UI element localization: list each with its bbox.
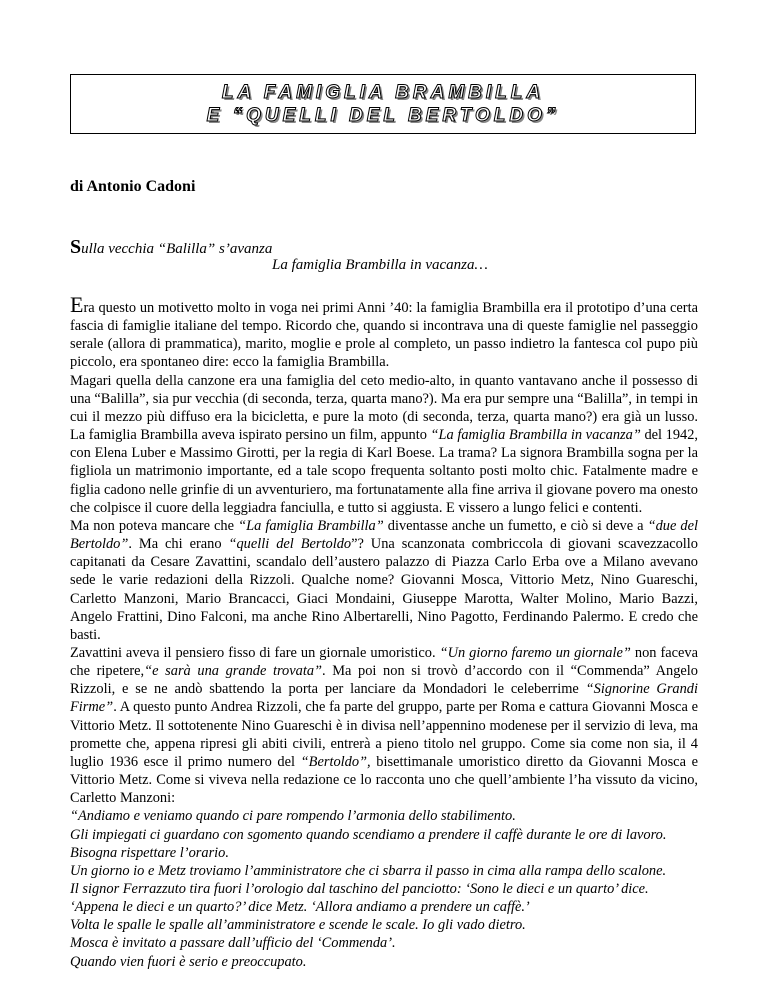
quote-line-8: Mosca è invitato a passare dall’ufficio del ‘Commenda’. [70,935,396,952]
quote-line-5: Il signor Ferrazzuto tira fuori l’orologio dal taschino del panciotto: ‘Sono le dieci e un quarto’ dice. [70,881,649,897]
paragraph-4-italic-f: “Signorine Grandi Firme” [70,681,699,716]
quote-line-7: Volta le spalle le spalle all’amministratore e scende le scale. Io gli vado dietro. [70,917,526,934]
article-body [70,292,699,971]
quote-line-2: Gli impiegati ci guardano con sgomento quando scendiamo a prendere il caffè durante le ore di lavoro. [70,826,667,843]
paragraph-3-text-c: diventasse anche un fumetto, e ciò si deve a [383,517,648,534]
paragraph-2 [70,372,698,517]
paragraph-drop-cap: E [70,292,84,317]
verse-line-2: La famiglia Brambilla in vacanza… [272,257,488,273]
paragraph-4-text-e: . Ma poi non si trovò d’accordo con il “Commenda” Angelo Rizzoli, e se ne andò sbattendo la porta per lanciare da Mondadori le celeberrime [70,663,698,698]
quote-line-9: Quando vien fuori è serio e preoccupato. [70,953,307,970]
paragraph-4-italic-d: “e sarà una grande trovata” [144,663,323,680]
paragraph-4-text-g: . A questo punto Andrea Rizzoli, che fa parte del gruppo, parte per Roma e cattura Giovanni Mosca e Vittorio Metz. Il sottotenente Nino Guareschi è in divisa nell’appennino modenese per il servizio di leva, ma promette che, appena ripresi gli abiti civili, entrerà a pieno titolo nel gruppo. Come sia come non sia, il 4 luglio 1936 esce il primo numero del [70,699,698,770]
verse-line-1 [70,236,272,259]
comic-title: “La famiglia Brambilla” [238,517,384,534]
paragraph-4 [70,644,698,807]
verse-line-1-text: ulla vecchia “Balilla” s’avanza [81,241,273,257]
paragraph-3-text-g: ”? Una scanzonata combriccola di giovani scavezzacollo capitanati da Cesare Zavattini, scandalo dell’austero palazzo di Piazza Carlo Erba ove a Milano avevano sede le varie redazioni della Rizzoli. Qualche nome? Giovanni Mosca, Vittorio Metz, Nino Guareschi, Carletto Manzoni, Mario Brancacci, Giaci Mondaini, Giuseppe Marotta, Walter Molino, Mario Bazzi, Angelo Frattini, Dino Falconi, ma anche Rino Albertarelli, Nino Pagotto, Ferdinando Palermo. E credo che basti. [70,536,698,643]
paragraph-4-text-a: Zavattini aveva il pensiero fisso di fare un giornale umoristico. [70,644,440,661]
paragraph-1 [70,292,698,372]
film-title: “La famiglia Brambilla in vacanza” [430,427,641,444]
paragraph-3-italic-f: “quelli del Bertoldo [228,536,352,553]
author-byline: di Antonio Cadoni [70,178,196,195]
quote-line-1: “Andiamo e veniamo quando ci pare rompendo l’armonia dello stabilimento. [70,808,516,825]
paragraph-1-text: ra questo un motivetto molto in voga nei primi Anni ’40: la famiglia Brambilla era il prototipo d’una certa fascia di famiglie italiane del tempo. Ricordo che, quando si incontrava una di queste famiglie nel passeggio serale (allora di prammatica), marito, moglie e prole al completo, un passo indietro la fantesca col pupo più piccolo, era spontaneo dire: ecco la famiglia Brambilla. [70,300,698,371]
paragraph-4-italic-b: “Un giorno faremo un giornale” [439,644,631,661]
title-box [70,74,696,134]
paragraph-3 [70,517,698,644]
paragraph-4-text-i: bisettimanale umoristico diretto da Giovanni Mosca e Vittorio Metz. Come si viveva nella redazione ce lo racconta uno che quell’ambiente l’ha vissuto da vicino, Carletto Manzoni: [70,753,699,807]
paragraph-2-text-a: Magari quella della canzone era una famiglia del ceto medio-alto, in quanto vantavano anche il possesso di una “Balilla”, sia pur vecchia (di seconda, terza, quarta mano?). Ma era pur sempre una “Balilla”, in tempi in cui il mezzo più diffuso era la bicicletta, e pure la moto (di seconda, terza, quarta mano?) era già un lusso. La famiglia Brambilla aveva ispirato persino un film, appunto [70,372,698,444]
quote-line-3: Bisogna rispettare l’orario. [70,844,229,861]
paragraph-4-text-c: non faceva che ripetere, [70,644,698,680]
paragraph-4-italic-h: “Bertoldo”, [300,753,371,770]
title-line-1: LA FAMIGLIA BRAMBILLA [221,82,545,103]
paragraph-3-text-e: . Ma chi erano [128,536,229,553]
quote-line-4: Un giorno io e Metz troviamo l’amministratore che ci sbarra il passo in cima alla rampa dello scalone. [70,862,667,879]
title-line-2: E “QUELLI DEL BERTOLDO” [206,105,560,126]
verse-drop-cap: S [70,236,82,258]
paragraph-3-italic-d: “due del Bertoldo” [70,517,698,553]
quote-line-6: ‘Appena le dieci e un quarto?’ dice Metz. ‘Allora andiamo a prendere un caffè.’ [70,899,530,916]
paragraph-2-text-c: del 1942, con Elena Luber e Massimo Girotti, per la regia di Karl Boese. La trama? La signora Brambilla sogna per la figliola un matrimonio importante, ed a tale scopo frequenta soltanto posti molto chic. Fatalmente madre e figlia cadono nelle grinfie di un avventuriero, ma fortunatamente alla fine arriva il giovane povero ma onesto che colpisce il cuore della leggiadra fanciulla, e tutto si aggiusta. E vissero a lungo felici e contenti. [70,427,699,516]
paragraph-3-text-a: Ma non poteva mancare che [70,517,239,534]
